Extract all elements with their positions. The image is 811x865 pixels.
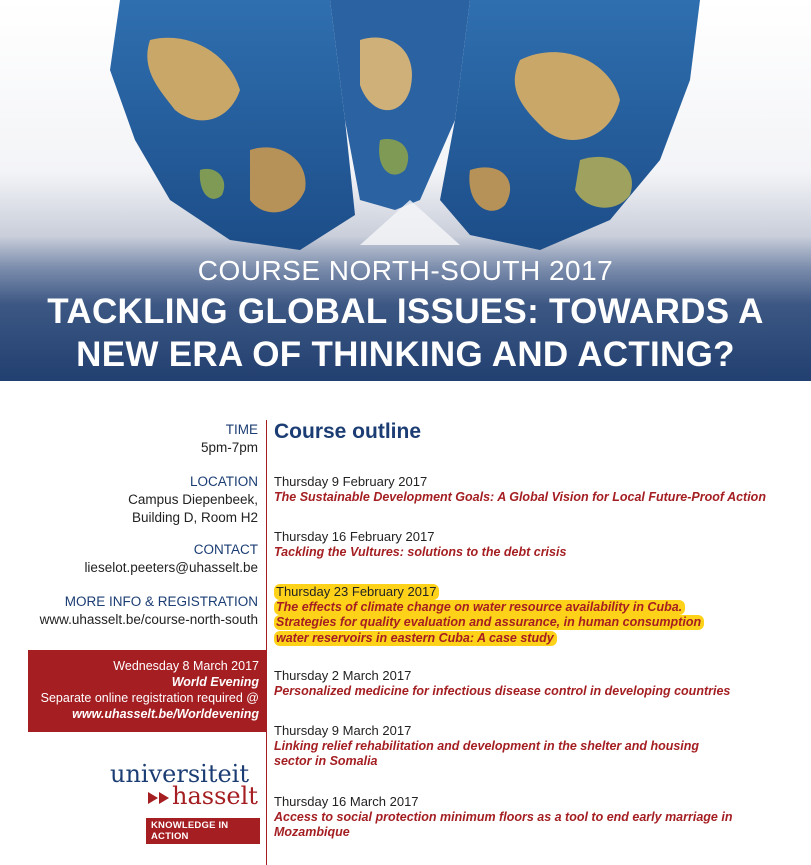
- session-topic-line2: sector in Somalia: [274, 754, 378, 768]
- session-topic: The Sustainable Development Goals: A Global Vision for Local Future-Proof Action: [274, 489, 766, 504]
- session-topic-line2: Strategies for quality evaluation and assurance, in human consumption: [274, 615, 704, 630]
- course-subtitle: COURSE NORTH-SOUTH 2017: [197, 255, 614, 286]
- uhasselt-logo: [110, 762, 260, 842]
- location-line1: Campus Diepenbeek,: [128, 492, 258, 507]
- session-6: [274, 794, 774, 841]
- column-divider: [266, 420, 267, 865]
- session-date: Thursday 2 March 2017: [274, 668, 412, 683]
- logo-hasselt: hasselt: [172, 782, 258, 810]
- session-topic: Personalized medicine for infectious disease control in developing countries: [274, 683, 731, 698]
- session-5: [274, 723, 774, 770]
- session-4: [274, 668, 774, 699]
- world-evening-note: Separate online registration required @: [40, 691, 259, 705]
- registration-info: [40, 593, 258, 629]
- registration-label: MORE INFO & REGISTRATION: [64, 594, 258, 609]
- world-evening-url[interactable]: www.uhasselt.be/Worldevening: [72, 707, 259, 721]
- session-1: [274, 474, 774, 505]
- world-evening-box: [28, 650, 266, 732]
- logo-universiteit: universiteit: [110, 760, 249, 788]
- hero-banner: [0, 0, 811, 381]
- session-date: Thursday 9 March 2017: [274, 723, 412, 738]
- location-label: LOCATION: [189, 474, 258, 489]
- contact-info: [84, 541, 258, 577]
- world-evening-name: World Evening: [171, 675, 259, 689]
- logo-arrow-icon: [159, 792, 169, 804]
- course-title: [0, 290, 811, 376]
- course-title-line1: TACKLING GLOBAL ISSUES: TOWARDS A: [47, 292, 764, 331]
- contact-label: CONTACT: [193, 542, 258, 557]
- session-topic-line3: water reservoirs in eastern Cuba: A case study: [274, 631, 557, 646]
- contact-email[interactable]: lieselot.peeters@uhasselt.be: [84, 560, 258, 575]
- session-topic-line1: The effects of climate change on water resource availability in Cuba.: [274, 600, 685, 615]
- session-topic-line1: Access to social protection minimum floors as a tool to end early marriage in: [274, 809, 733, 824]
- session-date: Thursday 16 March 2017: [274, 794, 419, 809]
- session-topic: Tackling the Vultures: solutions to the debt crisis: [274, 544, 567, 559]
- session-3-highlighted: [274, 584, 774, 646]
- time-value: 5pm-7pm: [200, 440, 258, 455]
- logo-tagline: KNOWLEDGE IN ACTION: [146, 818, 260, 844]
- logo-arrow-icon: [148, 792, 158, 804]
- time-info: [201, 421, 258, 457]
- session-topic-line2: Mozambique: [274, 825, 350, 839]
- course-title-line2: NEW ERA OF THINKING AND ACTING?: [76, 335, 735, 374]
- session-date: Thursday 16 February 2017: [274, 529, 435, 544]
- world-evening-date: Wednesday 8 March 2017: [113, 659, 259, 673]
- course-outline-heading: Course outline: [274, 420, 422, 443]
- registration-url[interactable]: www.uhasselt.be/course-north-south: [39, 612, 258, 627]
- session-2: [274, 529, 774, 560]
- location-info: [128, 473, 258, 527]
- location-line2: Building D, Room H2: [131, 510, 258, 525]
- time-label: TIME: [225, 422, 258, 437]
- session-topic-line1: Linking relief rehabilitation and development in the shelter and housing: [274, 738, 700, 753]
- session-date: Thursday 23 February 2017: [274, 584, 439, 600]
- session-date: Thursday 9 February 2017: [274, 474, 428, 489]
